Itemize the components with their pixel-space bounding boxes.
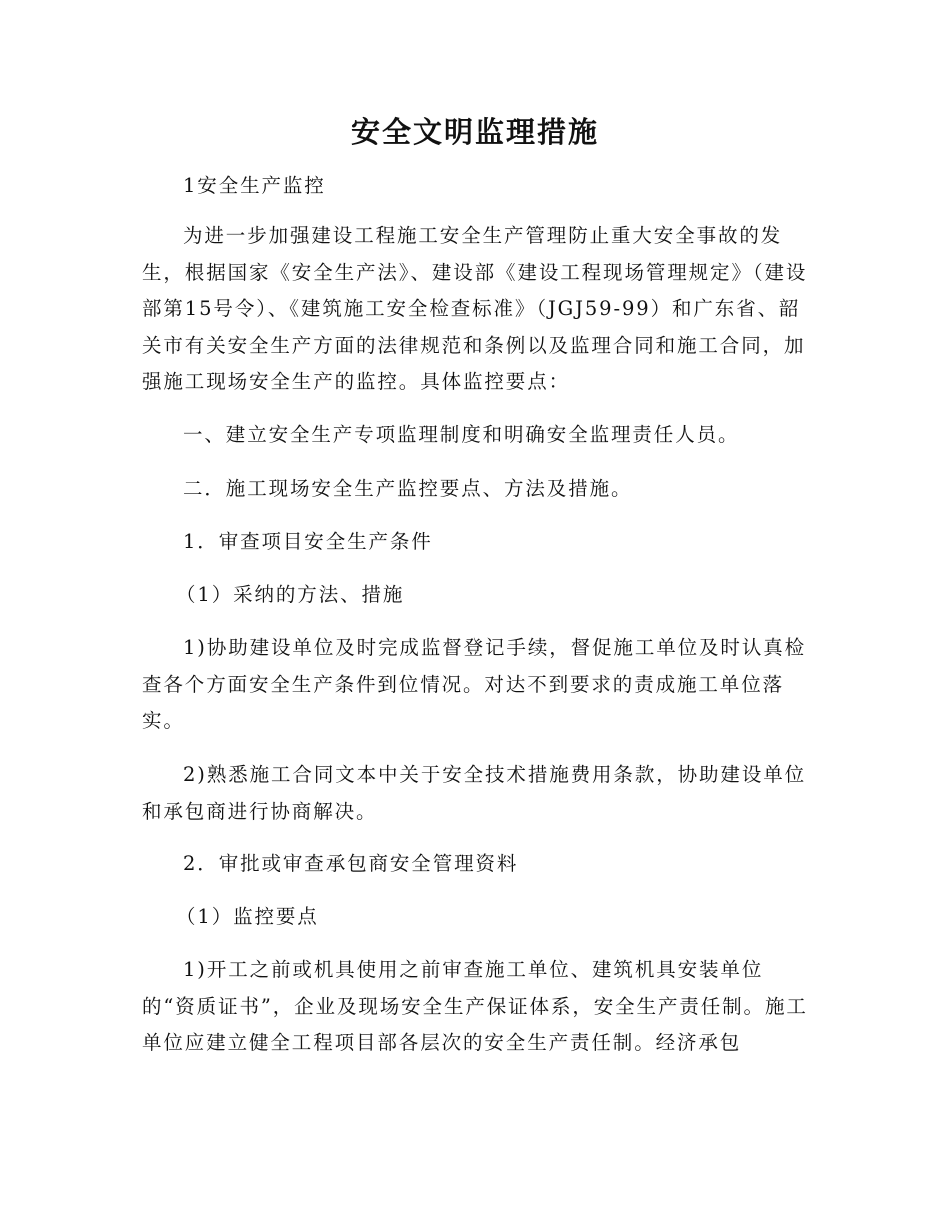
paragraph-contract-costs: 2)熟悉施工合同文本中关于安全技术措施费用条款，协助建设单位和承包商进行协商解决。 — [142, 763, 807, 823]
item-monitoring-points: 二．施工现场安全生产监控要点、方法及措施。 — [183, 477, 633, 500]
subheading-review-conditions: 1．审查项目安全生产条件 — [183, 530, 433, 553]
subheading-methods-measures: （1）采纳的方法、措施 — [176, 583, 405, 606]
intro-paragraph: 为进一步加强建设工程施工安全生产管理防止重大安全事故的发生，根据国家《安全生产法》、建设部《建设工程现场管理规定》（建设部第15号令）、《建筑施工安全检查标准》（JGJ59-99）和广东省、韶关市有关安全生产方面的法律规范和条例以及监理合同和施工合同，加强施工现场安全生产的监控。具体监控要点： — [142, 224, 808, 393]
section-heading-safety-monitoring: 1安全生产监控 — [183, 174, 326, 197]
paragraph-assist-registration: 1)协助建设单位及时完成监督登记手续，督促施工单位及时认真检查各个方面安全生产条件到位情况。对达不到要求的责成施工单位落实。 — [142, 636, 807, 732]
document-title: 安全文明监理措施 — [350, 115, 599, 149]
subheading-review-materials: 2．审批或审查承包商安全管理资料 — [183, 852, 519, 875]
subheading-monitoring-points: （1）监控要点 — [176, 905, 319, 928]
item-establish-system: 一、建立安全生产专项监理制度和明确安全监理责任人员。 — [183, 423, 740, 446]
paragraph-review-certificates: 1)开工之前或机具使用之前审查施工单位、建筑机具安装单位的“资质证书”，企业及现场安全生产保证体系，安全生产责任制。施工单位应建立健全工程项目部各层次的安全生产责任制。经济承包 — [142, 958, 808, 1054]
